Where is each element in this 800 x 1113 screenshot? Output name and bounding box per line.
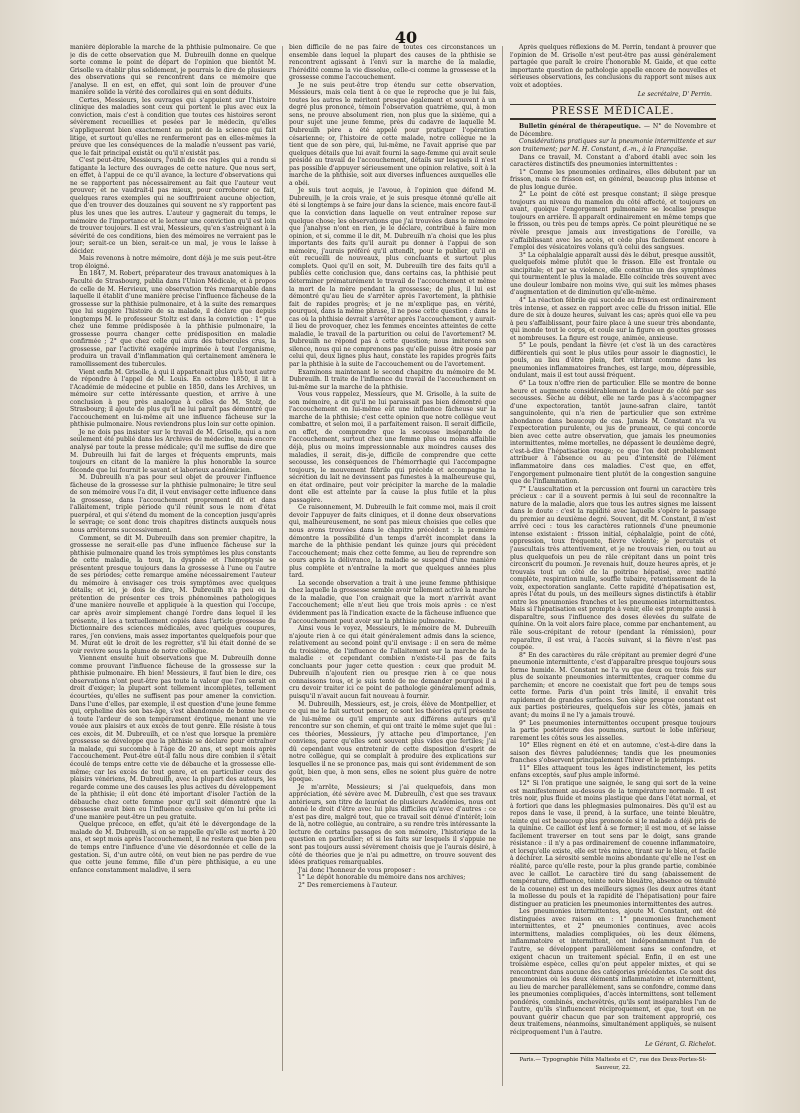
paragraph: 1° Comme les pneumonies ordinaires, elles débutent par un frisson, mais ce frisson est, en général, beaucoup plus intense et de plus longue durée. [510,168,716,191]
section-divider [510,104,716,105]
paragraph: J'ai donc l'honneur de vous proposer : [298,866,416,874]
section-divider [510,118,716,120]
paragraph: La seconde observation a trait à une jeune femme phthisique chez laquelle la grossesse semble avoir tellement activé la marche de la maladie, que l'on craignait que la mort n'arrivât avant l'accouchement; elle n'eut lieu que trois mois après : ce n'est évidemment pas là l'indication exacte de la fâcheuse influence que l'accouchement peut avoir sur la phthisie pulmonaire. [289,579,496,625]
column-right [510,44,716,1084]
paragraph: 2° Le point de côté est presque constant; il siège presque toujours au niveau du mamelon du côté affecté, et toujours en avant, quoique l'engorgement pulmonaire se localise presque toujours en arrière. Il apparaît ordinairement en même temps que le frisson, ou très peu de temps après. Ce point pleurétique ne se révèle presque jamais aux investigations de l'oreille, va s'affaiblissant avec les accès, et cède plus facilement encore à l'emploi des vésicatoires volans qu'à celui des sangsues. [510,191,716,252]
imprint-divider [510,1053,716,1054]
paragraph: 12° Si l'on pratique une saignée, le sang qui sort de la veine est manifestement au-dessous de la température normale. Il est très noir, plus fluide et moins plastique que dans l'état normal, et à fortiori que dans les phlegmasies pulmonaires. Dès qu'il est au repos dans le vase, il prend, à la surface, une teinte bleuâtre, teinte qui est beaucoup plus prononcée si le malade a déjà pris de la quinine. Ce caillot est lent à se former; il est mou, et se laisse facilement traverser en tout sens par le doigt, sans grande résistance : il n'y a pas ordinairement de couenne inflammatoire, et lorsqu'elle existe, elle est très mince, tirant sur le bleu, et facile à déchirer. La sérosité semble moins abondante qu'elle ne l'est en réalité, parce qu'elle reste, pour la plus grande partie, combinée avec le caillot. Le caractère tiré du sang (abaissement de température, diffluence, teinte noire bleuâtre, absence ou ténuité de la couenne) est un des meilleurs signes (les deux autres étant la mollesse du pouls et la rapidité de l'hépatisation) pour faire distinguer au praticien les pneumonies intermittentes des autres. [510,779,716,908]
paragraph: Je m'arrête, Messieurs; si j'ai quelquefois, dans mon appréciation, été sévère avec M. Dubreuilh, c'est que ses travaux antérieurs, son titre de lauréat de plusieurs Académies, nous ont donné le droit d'être avec lui plus difficiles qu'avec d'autres : ce n'est pas dire, malgré tout, que ce travail soit dénué d'intérêt; loin de là, notre collègue, au contraire, a su rendre très intéressante la lecture de certains passages de son mémoire, l'historique de la question en particulier; et si les faits sur lesquels il s'appuie ne sont pas toujours aussi sévèrement choisis que je l'aurais désiré, à côté de théories que je n'ai pu admettre, on trouve souvent des idées pratiques remarquables. [289,783,496,867]
paragraph: M. Dubreuilh, Messieurs, est, je crois, élève de Montpellier, et ce qui me le fait surtout penser, ce sont les théories qu'il présente de lui-même ou qu'il emprunte aux différens auteurs qu'il rencontre sur son chemin, et qui ont traité le même sujet que lui : ces théories, Messieurs, j'y attache peu d'importance, j'en conviens, parce qu'elles sont souvent plus vides que fertiles; j'ai dû cependant vous entretenir de cette disposition d'esprit de notre collègue, qui se complaît à produire des explications sur lesquelles il ne se prononce pas, mais qui sont évidemment de son goût, bien que, à mon sens, elles ne soient plus guère de notre époque. [289,700,496,784]
paragraph: 10° Elles règnent en été et en automne, c'est-à-dire dans la saison des fièvres paludéennes; tandis que les pneumonies franches s'observent principalement l'hiver et le printemps. [510,742,716,765]
paragraph: Examinons maintenant le second chapitre du mémoire de M. Dubreuilh. Il traite de l'influence du travail de l'accouchement en lui-même sur la marche de la phthisie. [289,368,496,391]
journal-reference [510,123,716,138]
manager-name: Le Gérant, G. Richelot. [645,1040,716,1048]
column-left [70,44,276,1074]
paragraph: Vient enfin M. Grisolle, à qui il appartenait plus qu'à tout autre de répondre à l'appel de M. Louis. En octobre 1850, il lit à l'Académie de médecine et publie en 1850, dans les Archives, un mémoire sur cette intéressante question, et arrive à une conclusion à peu près analogue à celles de M. Stolz, de Strasbourg; il ajoute de plus qu'il ne lui paraît pas démontré que l'accouchement en lui-même ait une influence fâcheuse sur la phthisie pulmonaire. Nous reviendrons plus loin sur cette opinion. [70,368,276,429]
paragraph: 7° L'auscultation et la percussion ont fourni un caractère très précieux : car il a souvent permis à lui seul de reconnaître la nature de la maladie, alors que tous les autres signes me laissent dans le doute : c'est la rapidité avec laquelle s'opère le passage du premier au deuxième degré. Souvent, dit M. Constant, il m'est arrivé ceci : tous les caractères rationnels d'une pneumonie intense existaient : frisson initial, céphalalgie, point de côté, oppression, toux fréquente, fièvre violente; je percutais et j'auscultais très attentivement, et je ne trouvais rien, ou tout au plus quelquefois un peu de râle crépitant dans un point très circonscrit du poumon. Je revenais huit, douze heures après, et je trouvais tout un côté de la poitrine hépatisé, avec matité complète, respiration nulle, souffle tubaire, retentissement de la voix, expectoration sanglante. Cette rapidité d'hépatisation est, après l'état du pouls, un des meilleurs signes distinctifs à établir entre les pneumonies franches et les pneumonies intermittentes. Mais si l'hépatisation est prompte à venir, elle est prompte aussi à disparaître, sous l'influence des doses élevées du sulfate de quinine. On la voit alors faire place, comme par enchantement, au râle sous-crépitant de retour (pendant la rémission), pour reparaître, il est vrai, à l'accès suivant, si la fièvre n'est pas coupée. [510,485,716,652]
paragraph: 3° La céphalalgie apparaît aussi dès le début, presque aussitôt, quelquefois même plutôt que le frisson. Elle est frontale ou sincipitale; et par sa violence, elle constitue un des symptômes qui tourmentent le plus la malade. Elle coïncide très souvent avec une douleur lombaire non moins vive, qui suit les mêmes phases d'augmentation et de diminution qu'elle-même. [510,251,716,297]
paragraph: Je ne dois pas insister sur le travail de M. Grisolle, qui a non seulement été publié dans les Archives de médecine, mais encore analysé par toute la presse médicale; qu'il me suffise de dire que M. Dubreuilh lui fait de larges et fréquents emprunts, mais toujours en citant de la manière la plus honorable la source féconde que lui fournit le savant et laborieux académicien. [70,428,276,474]
column-rule [282,46,283,1071]
paragraph: Mais revenons à notre mémoire, dont déjà je me suis peut-être trop éloigné. [70,255,276,270]
paragraph: C'est peut-être, Messieurs, l'oubli de ces règles qui a rendu si fatigante la lecture des ouvrages de cette nature. Que nous sert, en effet, à l'appui de ce qu'il avance, la lecture d'observations qui ne se rapportent pas nécessairement au fait que l'auteur veut prouver; et ne vaudrait-il pas mieux, pour corroborer ce fait, quelques rares exemples qui ne souffriraient aucune objection, que d'en trouver des douzaines qui souvent ne s'y rapportent pas plus les unes que les autres. L'auteur y gagnerait du temps, le mémoire de l'importance et le lecteur une conviction qu'il est loin de trouver toujours. Il est vrai, Messieurs, qu'en s'astreignant à la sévérité de ces conditions, bien des mémoires ne verraient pas le jour; serait-ce un bien, serait-ce un mal, je vous le laisse à décider. [70,157,276,255]
paragraph: 2° Des remerciemens à l'auteur. [298,881,398,889]
journal-title: Bulletin général de thérapeutique. [519,123,641,131]
paragraph: 8° En des caractères du râle crépitant au premier degré d'une pneumonie intermittente, c'est d'apparaître presque toujours sous forme humide. M. Constant ne l'a vu que deux ou trois fois sur plus de soixante pneumonies intermittentes, craquer comme du parchemin; et encore ne coexistait que fort peu de temps sous cette forme. Paris d'un point très limité, il envahit très rapidement de grandes surfaces. Son siège presque constant est aux parties postérieures, quelquefois sur les côtés, jamais en avant; du moins il ne l'y a jamais trouvé. [510,651,716,720]
paragraph: Certes, Messieurs, les ouvrages qui s'appuient sur l'histoire clinique des maladies sont ceux qui portent le plus avec eux la conviction, mais c'est à condition que toutes ces histoires seront sévèrement recueillies et pesées par le médecin, qu'elles s'appliqueront bien exactement au point de la science qui fait litige, et surtout qu'elles ne renfermeront pas en elles-mêmes la preuve que les conséquences de la maladie n'eussent pas varié, que le fait principal existât ou qu'il n'existât pas. [70,96,276,157]
paragraph: Les pneumonies intermittentes, ajoute M. Constant, ont été distinguées avec raison en : 1° pneumonies franchement intermittentes, et 2° pneumonies continues, avec accès intermittens, maladies compliquées, où les deux élémens, inflammatoire et intermittent, ont indépendamment l'un de l'autre, se développent parallèlement sans se confondre, et exigent chacun un traitement spécial. Enfin, il en est une troisième espèce, celles qu'on peut appeler mixtes, et qui se rencontrent dans aucune des catégories précédentes. Ce sont des pneumonies où les deux éléments inflammatoire et intermittent, au lieu de marcher parallèlement, sans se confondre, comme dans les pneumonies compliquées, d'accès intermittens, sont tellement pondérés, combinés, enchevêtrés, qu'ils sont inséparables l'un de l'autre, qu'ils s'influencent réciproquement, et que, tout en ne pouvant guérir chacun que par son traitement approprié, ces deux traitemens, néanmoins, simultanément appliqués, se nuisent réciproquement l'un à l'autre. [510,908,716,1036]
paragraph: En 1847, M. Robert, préparateur des travaux anatomiques à la Faculté de Strasbourg, publia dans l'Union Médicale, et à propos de celle de M. Hervieux, une observation très remarquable dans laquelle il établit d'une manière précise l'influence fâcheuse de la grossesse sur la phthisie pulmonaire, et à la suite des remarques que lui suggère l'histoire de sa malade, il déclare que depuis longtemps M. le professeur Stoltz est dans la conviction : 1° que chez une femme prédisposée à la phthisie pulmonaire, la grossesse pourra changer cette prédisposition en maladie confirmée ; 2° que chez celle qui aura des tubercules crus, la grossesse, par l'activité exagérée imprimée à tout l'organisme, produira un travail d'inflammation qui certainement amènera le ramollissement des tubercules. [70,270,276,368]
column-middle [289,44,496,1074]
paragraph: Je suis tout acquis, je l'avoue, à l'opinion que défend M. Dubreuilh, je la crois vraie, et je suis presque étonné qu'elle ait été si longtemps à se faire jour dans la science, mais encore faut-il que la conviction dans laquelle on veut entraîner repose sur quelque chose; les observations que j'ai trouvées dans le mémoire que j'analyse n'ont en rien, je le déclare, contribué à faire mon opinion, et si, comme il le dit, M. Dubreuilh n'a choisi que les plus importants des faits qu'il aurait pu donner à l'appui de son mémoire, j'aurais préféré qu'il attendît, pour le publier, qu'il en eût recueilli de nouveaux, plus concluants et surtout plus complets. Quoi qu'il en soit, M. Dubreuilh tire des faits qu'il a publiés cette conclusion que, dans certains cas, la phthisie peut déterminer prématurément le travail de l'accouchement et même la mort de la mère pendant la grossesse; de plus, il lui est démontré qu'au lieu de s'arrêter après l'avortement, la phthisie fait de rapides progrès; et je ne m'explique pas, en vérité, pourquoi, dans la même phrase, il ne pose cette question : dans le cas où la phthisie devrait s'arrêter après l'accouchement, y aurait-il lieu de provoquer, chez les femmes enceintes atteintes de cette maladie, le travail de la parturition ou celui de l'avortement? M. Dubreuilh ne répond pas à cette question; nous imiterons son silence, nous qui ne comprenons pas qu'elle puisse être posée par celui qui, deux lignes plus haut, constate les rapides progrès faits par la phthisie à la suite de l'accouchement ou de l'avortement. [289,187,496,368]
page-number: 40 [394,28,418,47]
paragraph: Quelque précoce, en effet, qu'ait été le dévergondage de la malade de M. Dubreuilh, si on se rappelle qu'elle est morte à 20 ans, et sept mois après l'accouchement, il ne restera que bien peu de temps entre l'influence d'une vie désordonnée et celle de la gestation. Si, d'un autre côté, on veut bien ne pas perdre de vue que cette jeune femme, fille d'un père phthisique, a eu une enfance constamment maladive, il sera [70,821,276,874]
paragraph: M. Dubreuilh n'a pas pour seul objet de prouver l'influence fâcheuse de la grossesse sur la phthisie pulmonaire; le titre seul de son mémoire vous l'a dit, il veut envisager cette influence dans la grossesse, dans l'accouchement proprement dit et dans l'allaitement, triple période qu'il réunit sous le nom d'état puerpéral, et qui s'étend du moment de la conception jusqu'après le sevrage; ce sont donc trois chapitres distincts auxquels nous nous arrêterons successivement. [70,474,276,534]
paragraph: 5° Le pouls, pendant la fièvre (et c'est là un des caractères différentiels qui sont le plus utiles pour assoir le diagnostic), le pouls, au lieu d'être plein, fort vibrant comme dans les pneumonies inflammatoires franches, est large, mou, dépressible, ondulant, mais il est tout aussi fréquent. [510,342,716,380]
paragraph: 11° Elles attaquent tous les âges indistinctement, les petits enfans exceptés, sauf plus ample informé. [510,764,716,780]
paragraph: bien difficile de ne pas faire de toutes ces circonstances un ensemble dans lequel la plupart des causes de la phthisie se rencontrent agissant à l'envi sur la marche de la maladie, l'hérédité comme la vie dissolue, celle-ci comme la grossesse et la grossesse comme l'accouchement. [289,44,496,82]
paragraph: Après quelques réflexions de M. Perrin, tendant à prouver que l'opinion de M. Grisolle n'est peut-être pas aussi généralement partagée que paraît le croire l'honorable M. Gaide, et que cette importante question de pathologie appelle encore de nouvelles et sérieuses observations, les conclusions du rapport sont mises aux voix et adoptées. [510,44,716,89]
paragraph: 6° La toux n'offre rien de particulier. Elle se montre de bonne heure et augmente considérablement la douleur de côté par ses secousses. Sèche au début, elle ne tarde pas à s'accompagner d'une expectoration, tantôt jaune-safran claire, tantôt sanguinolente, qui n'a rien de particulier que son extrême abondance dans beaucoup de cas. Jamais M. Constant n'a vu l'expectoration purulente, ou jus de pruneaux, ce qui concorde bien avec cette autre observation, que jamais les pneumonies intermittentes, même mortelles, ne dépassent le deuxième degré, c'est-à-dire l'hépatisation rouge; ce que l'on doit probablement attribuer à l'absence ou au peu d'intensité de l'élément inflammatoire dans ces maladies. C'est que, en effet, l'engorgement pulmonaire tient plutôt de la congestion sanguine que de l'inflammation. [510,379,716,486]
paragraph: Comment, se dit M. Dubreuilh dans son premier chapitre, la grossesse ne serait-elle pas d'une influence fâcheuse sur la phthisie pulmonaire quand les trois symptômes les plus constants de cette maladie, la toux, la dyspnée et l'hémoptysie se présentent presque toujours dans la grossesse à l'une ou l'autre de ses périodes; cette remarque amène nécessairement l'auteur du mémoire à envisager ces trois symptômes avec quelques détails; et ici, je dois le dire, M. Dubreuilh n'a peu eu la prétention de présenter ces trois phénomènes pathologiques d'une manière nouvelle et appliquée à la question qui l'occupe, car après avoir simplement changé l'ordre dans lequel il les présente, il les a textuellement copiés dans l'article grossesse du Dictionnaire des sciences médicales, avec quelques coupures, rares, j'en conviens, mais assez importantes quelquefois pour que M. Murat eût le droit de les regretter, s'il lui était donné de se voir revivre sous la plume de notre collègue. [70,534,276,655]
paragraph: Dans ce travail, M. Constant a d'abord établi avec soin les caractères distinctifs des pneumonies intermittentes : [510,153,716,169]
article-title: Considérations pratiques sur la pneumonie intermittente et sur son traitement; par M. H. Constant, d.-m., à la Françaïse. [510,138,716,154]
paragraph: Vous vous rappelez, Messieurs, que M. Grisolle, à la suite de son mémoire, a dit qu'il ne lui paraissait pas bien démontré que l'accouchement en lui-même eût une influence fâcheuse sur la marche de la phthisie; c'est cette opinion que notre collègue veut combattre, et selon moi, il a parfaitement raison. Il serait difficile, en effet, de comprendre que la secousse inséparable de l'accouchement, surtout chez une femme plus ou moins affaiblie déjà, plus ou moins impressionnable aux moindres causes des maladies, il serait, dis-je, difficile de comprendre que cette secousse, les conséquences de l'hémorrhagie qui l'accompagne toujours, le mouvement fébrile qui précède et accompagne la sécrétion du lait ne devinssent pas funestes à la malheureuse qui, en état ordinaire, peut voir précipiter la marche de la maladie dont elle est atteinte par la cause la plus futile et la plus passagère. [289,391,496,504]
secretary-signature: Le secrétaire, D' Perrin. [637,91,712,99]
paragraph: Je ne suis peut-être trop étendu sur cette observation, Messieurs, mais cela tient à ce que le reproche que je lui fais, toutes les autres le méritent presque également et souvent à un degré plus prononcé, témoin l'observation quatrième, qui, à mon sens, ne prouve absolument rien, non plus que la sixième, qui a pour sujet une jeune femme, près du cadavre de laquelle M. Dubreuilh père a été appelé pour pratiquer l'opération césarienne; or, l'histoire de cette malade, notre collègue ne la tient que de son père, qui, lui-même, ne l'avait apprise que par quelques détails que lui avait fourni la sage-femme qui avait seule présidé au travail de l'accouchement, détails sur lesquels il n'est pas possible d'appuyer sérieusement une opinion relative, soit à la marche de la phthisie, soit aux diverses influences auxquelles elle a obéi. [289,81,496,187]
journal-issue: — N° de Novembre et de Décembre. [510,123,716,138]
column-rule [502,46,503,1086]
paragraph: manière déplorable la marche de la phthisie pulmonaire. Ce que je dis de cette observation que M. Dubreuilh donne en quelque sorte comme le point de départ de l'opinion que bientôt M. Grisolle va établir plus solidement, je pourrais le dire de plusieurs des observations qui se rencontrent dans ce mémoire que j'analyse. Il en est, en effet, qui sont loin de prouver d'une manière solide la vérité des corollaires qui en sont déduits. [70,44,276,97]
paragraph: Ce raisonnement, M. Dubreuilh le fait comme moi, mais il croit devoir l'appuyer de faits cliniques, et il donne deux observations qui, malheureusement, ne sont pas mieux choisies que celles que nous avons trouvées dans le chapitre précédent : la première démontre la possibilité d'un temps d'arrêt incomplet dans la marche de la phthisie pendant les quinze jours qui précèdent l'accouchement; mais chez cette femme, au lieu de reprendre son cours après la délivrance, la maladie se suspend d'une manière plus complète et n'entraîne la mort que quelques années plus tard. [289,504,496,580]
section-heading: PRESSE MÉDICALE. [551,105,675,117]
paragraph: Viennent ensuite huit observations que M. Dubreuilh donne comme prouvant l'influence fâcheuse de la grossesse sur la phthisie pulmonaire. Eh bien! Messieurs, il faut bien le dire, ces observations n'ont peut-être pas toute la valeur que l'on serait en droit d'exiger; la plupart sont tellement incomplètes, tellement écourtées, qu'elles ne suffisent pas pour amener la conviction. Dans l'une d'elles, par exemple, il est question d'une jeune femme qui, orpheline dès son bas-âge, s'est abandonnée de bonne heure à toute l'ardeur de son tempérament érotique, menant une vie vouée aux plaisirs et aux excès de tout genre. Elle résiste à tous ces excès, dit M. Dubreuilh, et ce n'est que lorsque la première grossesse se développe que la phthisie se déclare pour entraîner la malade, qui succombe à l'âge de 20 ans, et sept mois après l'accouchement. Peut-être eût-il fallu nous dire combien il s'était écoulé de temps entre cette vie de débauche et la grossesse elle-même; car les excès de tout genre, et en particulier ceux des plaisirs vénériens, M. Dubreuilh, avec la plupart des auteurs, les regarde comme une des causes les plus actives du développement de la phthisie; il eût donc été important d'isoler l'action de la débauche chez cette femme pour qu'il soit démontré que la grossesse avait bien eu l'influence exclusive qu'on lui prête ici d'une manière peut-être un peu gratuite. [70,655,276,821]
paragraph: 1° Le dépôt honorable du mémoire dans nos archives; [298,874,466,882]
paragraph: Ainsi vous le voyez, Messieurs, le mémoire de M. Dubreuilh n'ajoute rien à ce qui était généralement admis dans la science, relativement au second point qu'il envisage : il en sera de même du troisième, de l'influence de l'allaitement sur la marche de la maladie : et cependant combien n'existe-t-il pas de faits concluants pour juger cette question : ceux que produit M. Dubreuilh n'ajoutent rien ou presque rien à ce que nous connaissons tous, et je suis tenté de me demander pourquoi il a cru devoir traiter ici ce point de pathologie généralement admis, puisqu'il n'avait aucun fait nouveau à fournir. [289,625,496,701]
printer-imprint: Paris.— Typographie Félix Malteste et Cᵉ, rue des Deux-Portes-St-Sauveur, 22. [519,1057,707,1071]
paragraph: 4° La réaction fébrile qui succède au frisson est ordinairement très intense, et assez en rapport avec celle du frisson initial. Elle dure de six à douze heures, suivant les cas; après quoi elle va peu à peu s'affaiblissant, pour faire place à une sueur très abondante, qui inonde tout le corps, et coule sur la figure en gouttes grosses et nombreuses. La figure est rouge, animée, anxieuse. [510,296,716,342]
paragraph: 9° Les pneumonies intermittentes occupent presque toujours la partie postérieure des poumons, surtout le lobe inférieur, rarement les côtés sous les aisselles. [510,719,716,742]
manager-signature [510,1041,716,1049]
